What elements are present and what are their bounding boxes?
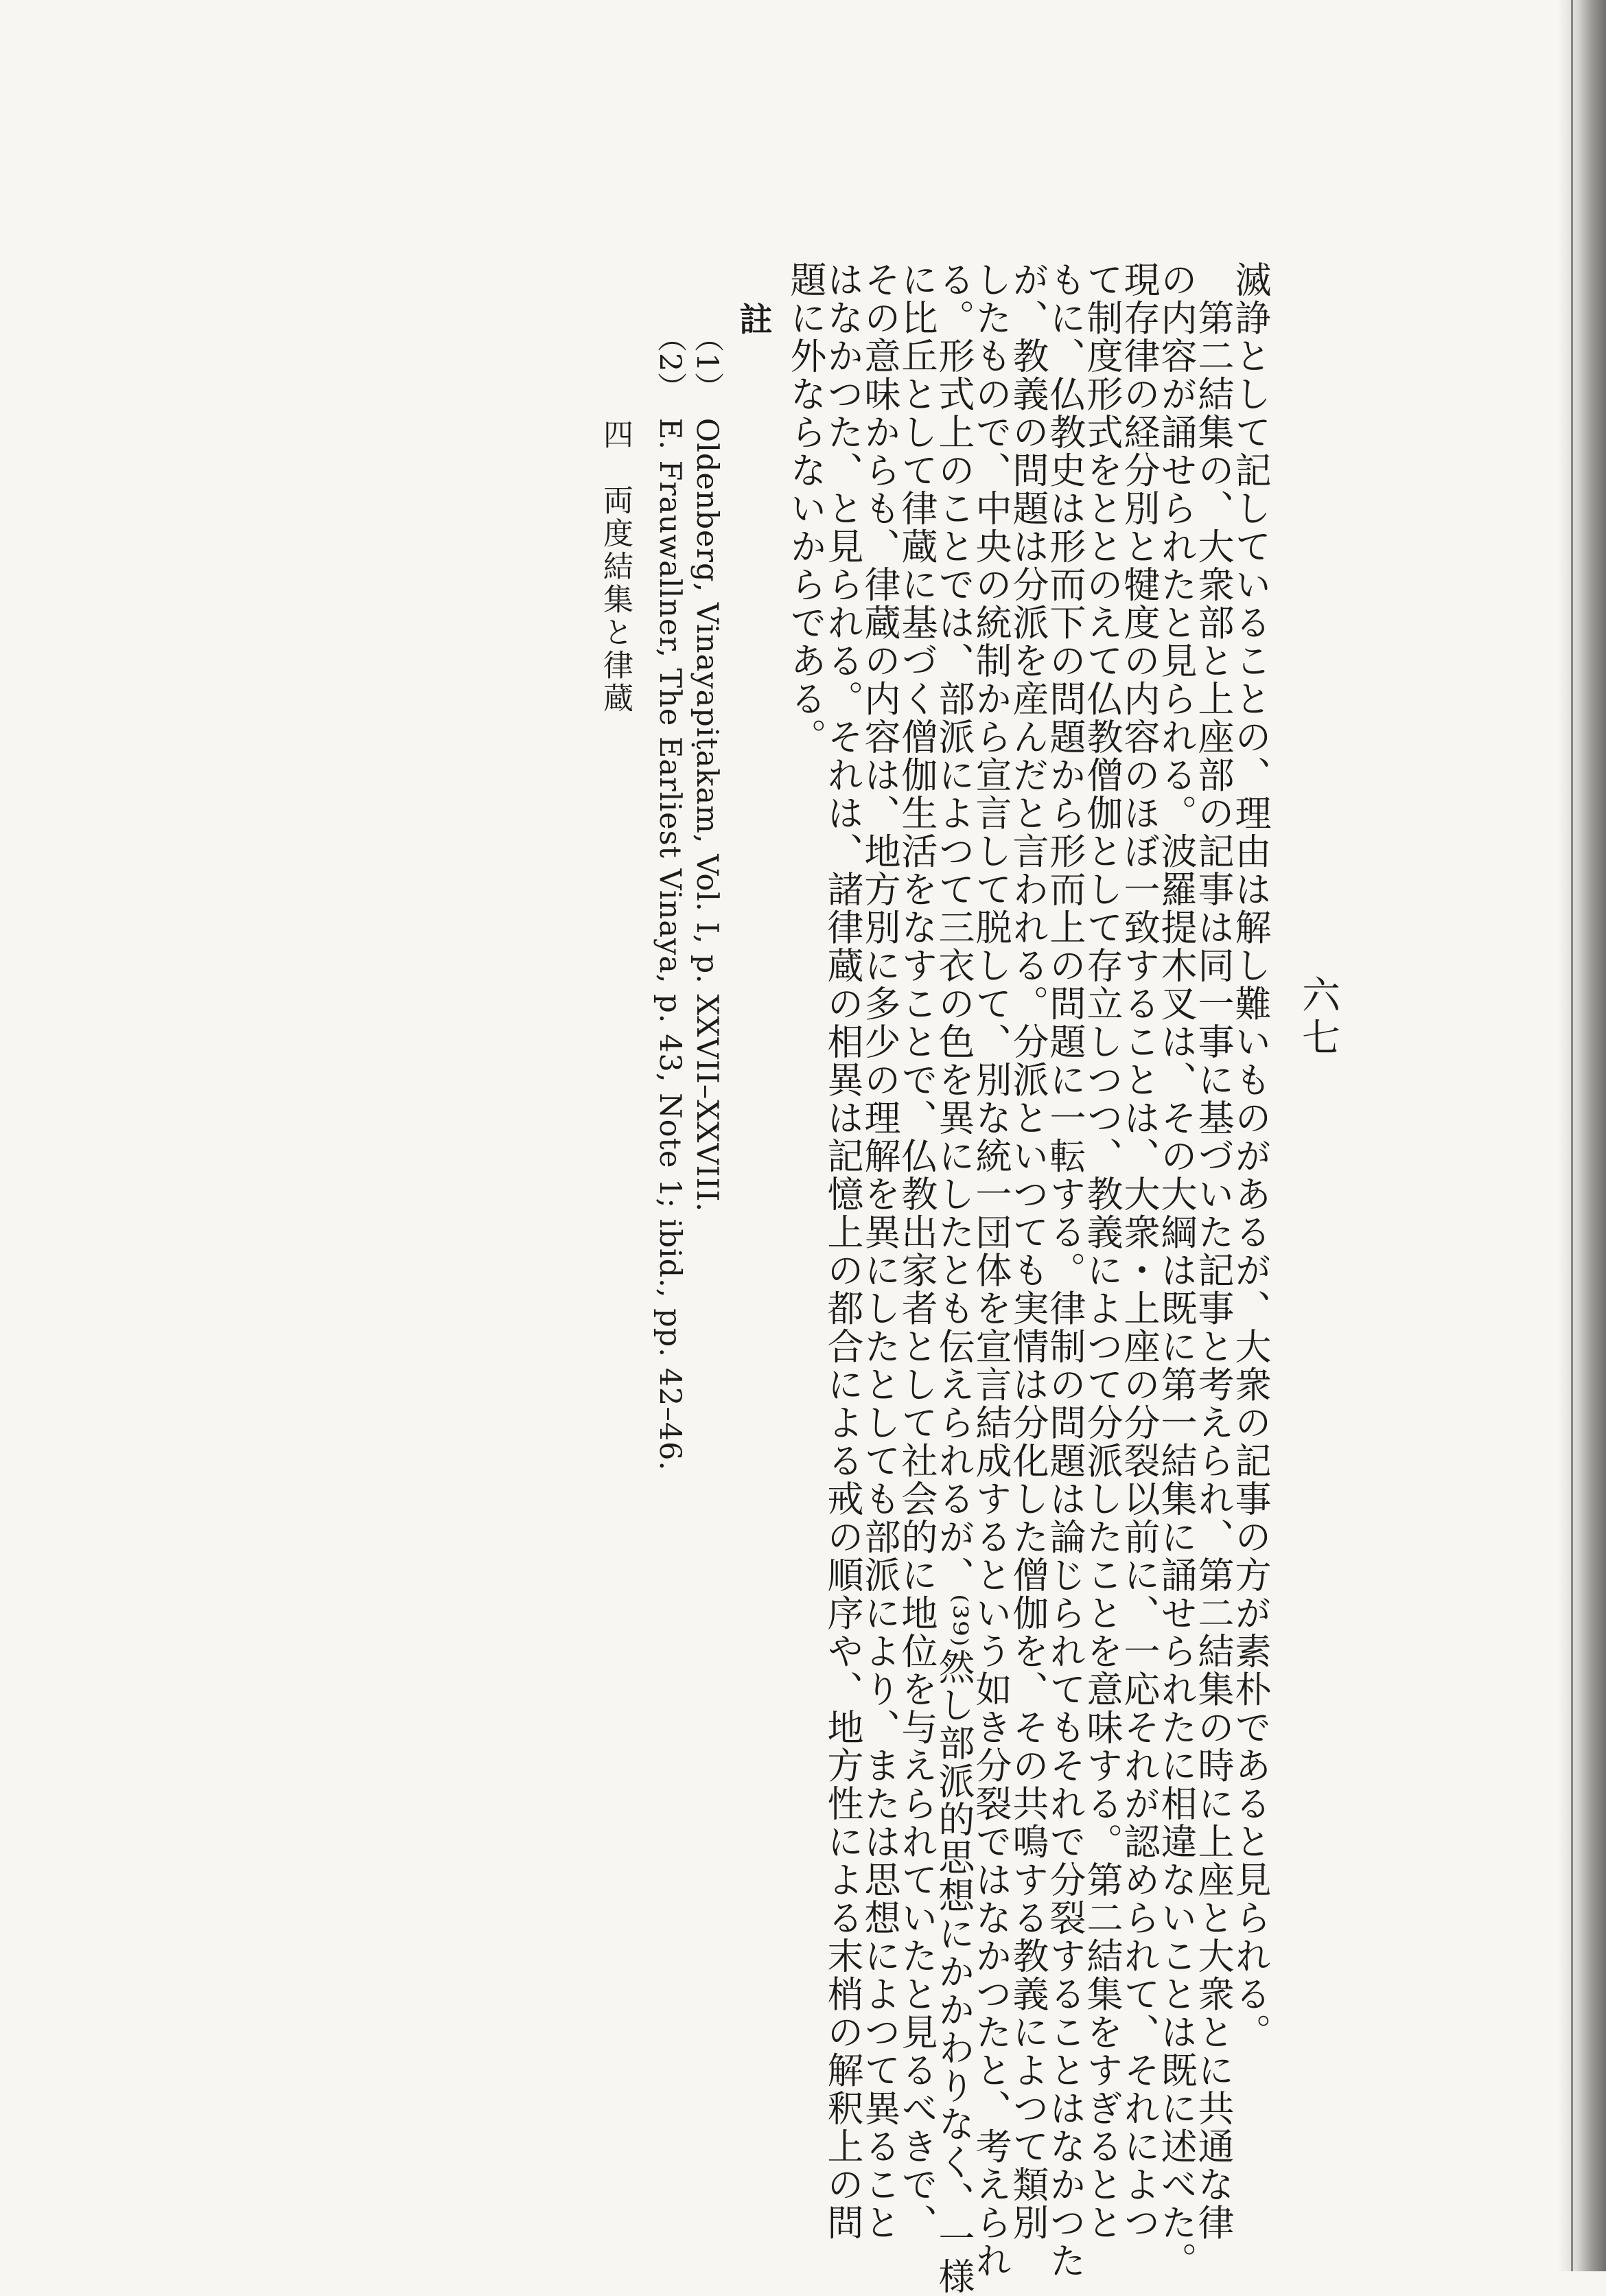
text-line-11: その意味からも、律蔵の内容は、地方別に多少の理解を異にしたとしても部派により、または思想によつて異ること	[859, 261, 900, 2242]
text-line-5: て制度形式をととのえて仏教僧伽として存立しつつ、教義によつて分派したことを意味する。第二結集をすぎるとと	[1081, 261, 1123, 2242]
text-line-3: の内容が誦せられたと見られる。波羅提木叉は、その大綱は既に第一結集に誦せられたに相違ないことは既に述べた。	[1155, 261, 1197, 2280]
text-line-10: に比丘として律蔵に基づく僧伽生活をなすことで、仏教出家者として社会的に地位を与えられていたと見るべきで、	[896, 261, 938, 2242]
text-line-12: はなかつた、と見られる。それは、諸律蔵の相異は記憶上の都合による戒の順序や、地方性による末梢の解釈上の問	[822, 261, 863, 2242]
page-number: 六七	[1296, 975, 1340, 1060]
running-head: 四 両度結集と律蔵	[598, 419, 633, 715]
note-2: （2） E. Frauwallner, The Earliest Vinaya, p. 43, Note 1; ibid., pp. 42–46.	[653, 323, 687, 1472]
scan-edge-shadow	[1558, 0, 1606, 2271]
text-line-13: 題に外ならないからである。	[784, 261, 826, 756]
text-line-8: したもので、中央の統制から宣言して脱して、別な統一団体を宣言結成するという如き分裂ではなかつたと、考えられ	[970, 261, 1012, 2280]
text-line-1: 滅諍として記していることの、理由は解し難いものがあるが、大衆の記事の方が素朴であると見られる。	[1229, 261, 1271, 2052]
scan-edge-line	[1571, 0, 1573, 2271]
text-line-7: が、教義の問題は分派を産んだと言われる。分派といつても実情は分化した僧伽を、その共鳴する教義によつて類別	[1007, 261, 1049, 2242]
text-line-6: もに、仏教史は形而下の問題から形而上の問題に一転する。律制の問題は論じられてもそれで分裂することはなかつた	[1044, 261, 1086, 2280]
notes-heading: 註	[734, 302, 772, 337]
text-line-2: 第二結集の、大衆部と上座部の記事は同一事に基づいた記事と考えられ、第二結集の時に上座と大衆とに共通な律	[1192, 261, 1234, 2242]
note-1: （1） Oldenberg, Vinayapiṭakam, Vol. I, p. XXVII–XXVIII.	[690, 323, 724, 1213]
text-line-4: 現存律の経分別と犍度の内容のほぼ一致することは、大衆・上座の分裂以前に、一応それが認められて、それによつ	[1118, 261, 1160, 2242]
text-line-9: る。形式上のことでは、部派によつて三衣の色を異にしたとも伝えられるが、⁽³⁹⁾然し部派的思想にかかわりなく、一様	[933, 261, 975, 2296]
